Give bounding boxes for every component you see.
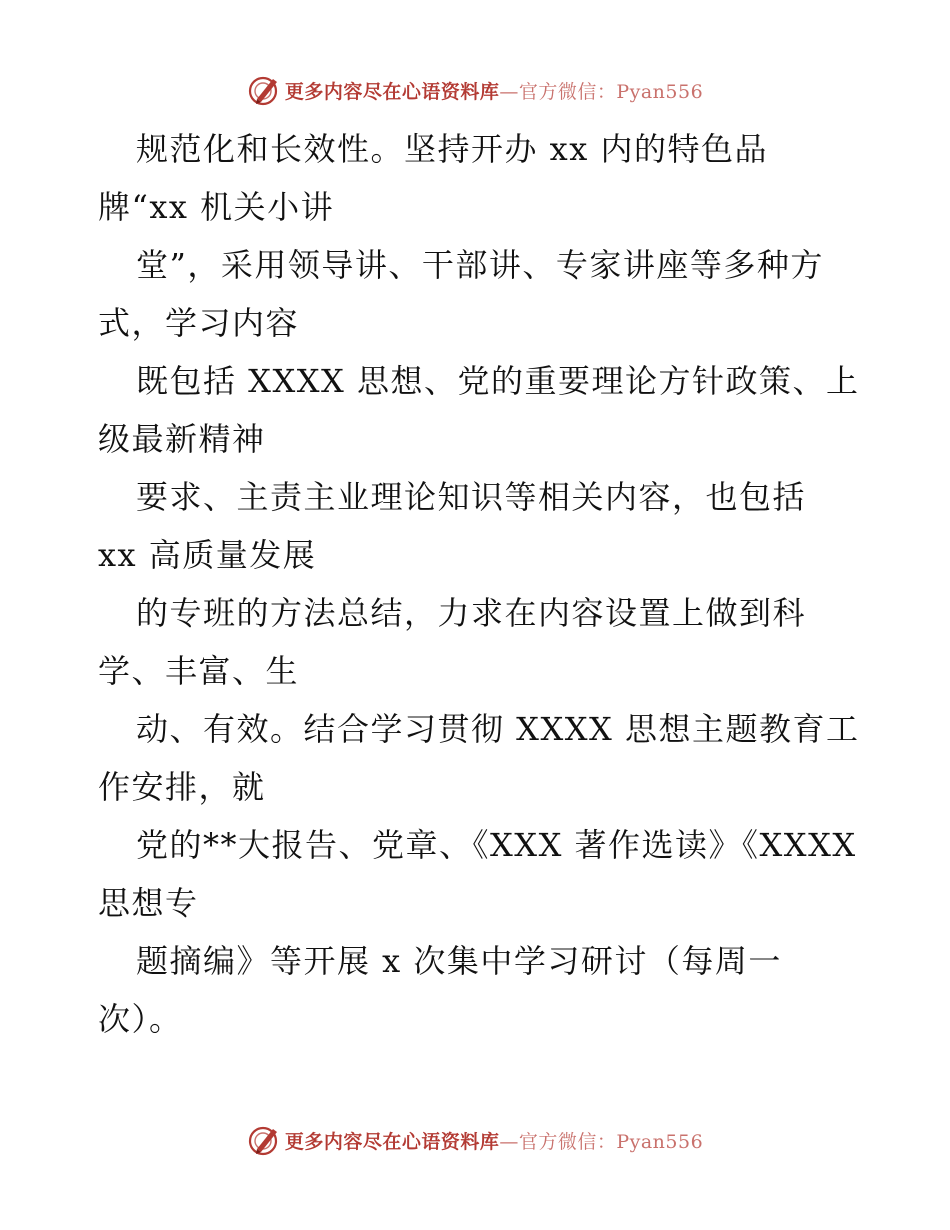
text-line: 思想专: [98, 884, 199, 922]
footer-banner: [0, 1120, 950, 1160]
text-line: 式，学习内容: [98, 304, 300, 342]
text-line: 规范化和长效性。坚持开办 xx 内的特色品: [136, 130, 768, 168]
text-line: 牌“xx 机关小讲: [98, 188, 335, 226]
text-line: 题摘编》等开展 x 次集中学习研讨（每周一: [136, 942, 782, 980]
text-line: 既包括 XXXX 思想、党的重要理论方针政策、上: [136, 362, 860, 400]
header-site-name: 更多内容尽在心语资料库: [284, 80, 500, 103]
pen-logo-icon: [247, 1123, 281, 1157]
text-line: 的专班的方法总结，力求在内容设置上做到科: [136, 594, 807, 632]
text-line: xx 高质量发展: [98, 536, 317, 574]
footer-banner-text: [285, 1127, 703, 1154]
text-line: 作安排，就: [98, 768, 266, 806]
text-line: 级最新精神: [98, 420, 266, 458]
pen-logo-icon: [247, 73, 281, 107]
footer-site-name: 更多内容尽在心语资料库: [284, 1130, 500, 1153]
text-line: 次）。: [98, 1000, 183, 1038]
header-banner-text: [285, 77, 703, 104]
text-line: 要求、主责主业理论知识等相关内容，也包括: [136, 478, 807, 516]
document-body: [98, 120, 858, 1048]
text-line: 学、丰富、生: [98, 652, 300, 690]
footer-separator: —: [499, 1130, 519, 1153]
text-line: 党的**大报告、党章、《XXX 著作选读》《XXXX: [136, 826, 857, 864]
text-line: 动、有效。结合学习贯彻 XXXX 思想主题教育工: [136, 710, 860, 748]
footer-contact: 官方微信：Pyan556: [518, 1130, 704, 1153]
header-contact: 官方微信：Pyan556: [518, 80, 704, 103]
header-banner: [0, 70, 950, 110]
header-separator: —: [499, 80, 519, 103]
text-line: 堂”，采用领导讲、干部讲、专家讲座等多种方: [136, 246, 824, 284]
